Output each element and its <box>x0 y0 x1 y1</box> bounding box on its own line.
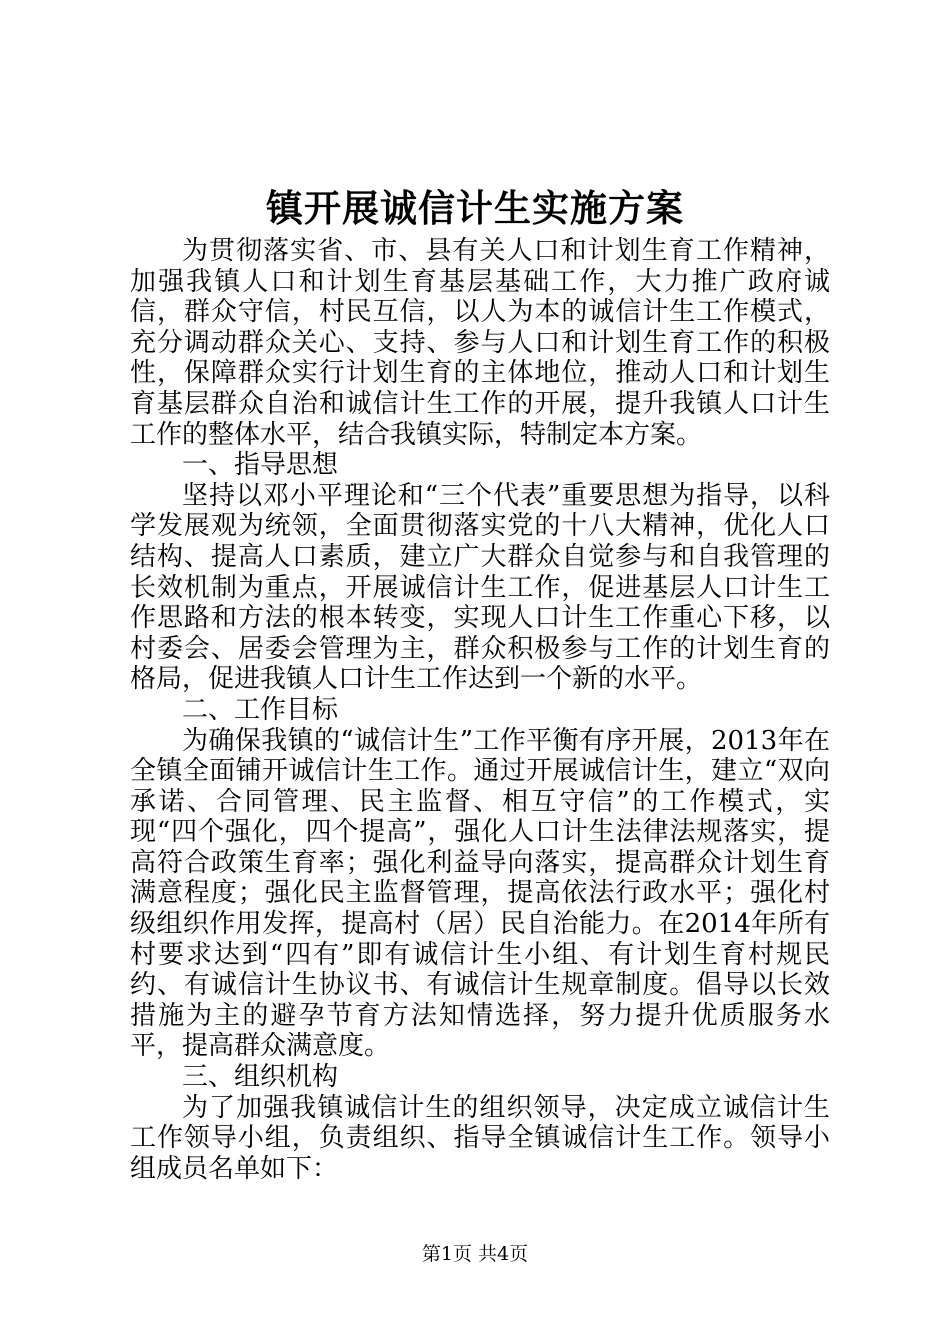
section-heading-work-goals: 二、工作目标 <box>182 694 339 725</box>
intro-paragraph: 为贯彻落实省、市、县有关人口和计划生育工作精神，加强我镇人口和计划生育基层基础工作，大力推广政府诚信，群众守信，村民互信，以人为本的诚信计生工作模式，充分调动群众关心、支持、参与人口和计划生育工作的积极性，保障群众实行计划生育的主体地位，推动人口和计划生育基层群众自治和诚信计生工作的开展，提升我镇人口计生工作的整体水平，结合我镇实际，特制定本方案。 <box>130 236 830 450</box>
page-footer: 第1页 共4页 <box>421 1243 529 1265</box>
work-goals-paragraph: 为确保我镇的“诚信计生”工作平衡有序开展，2013年在全镇全面铺开诚信计生工作。通过开展诚信计生，建立“双向承诺、合同管理、民主监督、相互守信”的工作模式，实现“四个强化，四个提高”，强化人口计生法律法规落实，提高符合政策生育率；强化利益导向落实，提高群众计划生育满意程度；强化民主监督管理，提高依法行政水平；强化村级组织作用发挥，提高村（居）民自治能力。在2014年所有村要求达到“四有”即有诚信计生小组、有计划生育村规民约、有诚信计生协议书、有诚信计生规章制度。倡导以长效措施为主的避孕节育方法知情选择，努力提升优质服务水平，提高群众满意度。 <box>130 725 830 1062</box>
document-body <box>130 236 830 1184</box>
section-heading-guiding-thought: 一、指导思想 <box>182 450 339 481</box>
organization-paragraph: 为了加强我镇诚信计生的组织领导，决定成立诚信计生工作领导小组，负责组织、指导全镇诚信计生工作。领导小组成员名单如下： <box>130 1092 830 1184</box>
document-title: 镇开展诚信计生实施方案 <box>266 186 684 230</box>
section-heading-organization: 三、组织机构 <box>182 1062 339 1093</box>
guiding-thought-paragraph: 坚持以邓小平理论和“三个代表”重要思想为指导，以科学发展观为统领，全面贯彻落实党的十八大精神，优化人口结构、提高人口素质，建立广大群众自觉参与和自我管理的长效机制为重点，开展诚信计生工作，促进基层人口计生工作思路和方法的根本转变，实现人口计生工作重心下移，以村委会、居委会管理为主，群众积极参与工作的计划生育的格局，促进我镇人口计生工作达到一个新的水平。 <box>130 480 830 695</box>
